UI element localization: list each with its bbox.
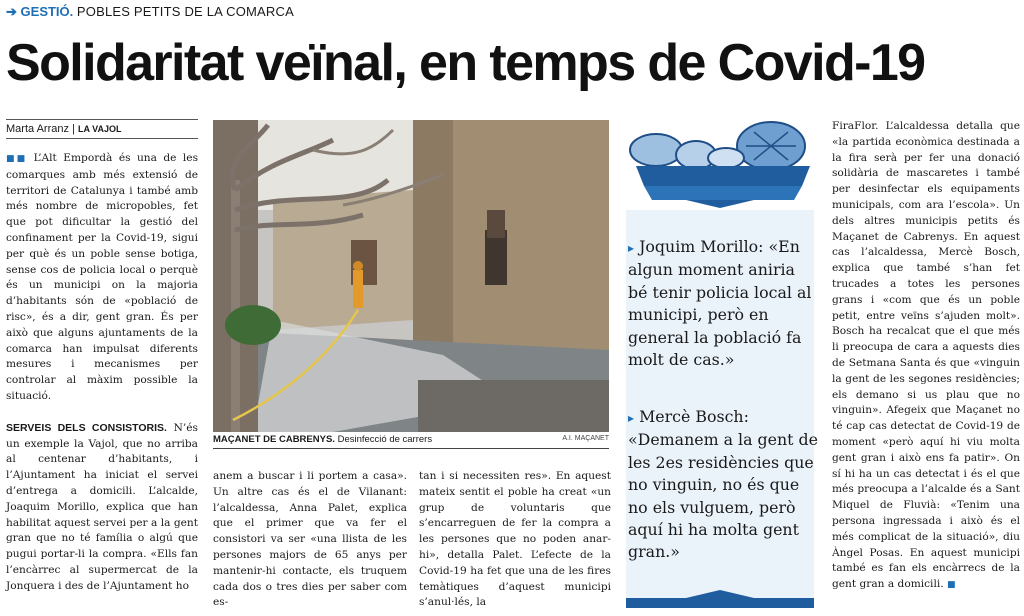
end-marker-icon: ■	[946, 580, 956, 591]
pull-quote-bosch: ▸ Mercè Bosch: «Demanem a la gent de les 2es residències que no vinguin, no és que no els vulguem, però aquí hi ha molta gent gran.»	[628, 407, 818, 562]
author-name: Marta Arranz	[6, 123, 69, 135]
article-column-3: tan i si necessiten res». En aquest mateix sentit el poble ha creat «un grup de voluntaris que s’encarreguen de fer la compra a les persones que no poden anar-hi», detalla Palet. L’efecte de la Covid-19 ha fet que una de les fires temàtiques d’aquest municipi s’anul·lés, la	[419, 470, 611, 609]
byline	[6, 119, 198, 139]
article-column-2: anem a buscar i li portem a casa». Un altre cas és el de Vilanant: l’alcaldessa, Anna Palet, explica que el primer que va fer el consistori va ser «una llista de les persones majors de 65 anys per mantenir-hi contacte, els truquem cada dos o tres dies per saber com es-	[213, 470, 407, 609]
triangle-marker-icon: ▸	[628, 241, 635, 255]
section-kicker	[6, 4, 294, 20]
lead-marker-icon: ■■	[6, 154, 28, 164]
street-photo	[213, 120, 609, 432]
photo-caption	[213, 434, 609, 445]
pull-quote-morillo: ▸ Joquim Morillo: «En algun moment aniria bé tenir policia local al municipi, però en general la població fa molt de cas.»	[628, 237, 812, 370]
box-bottom-decoration	[626, 590, 814, 608]
article-column-5: FiraFlor. L’alcaldessa detalla que «la partida econòmica destinada a la fira serà per fer una donació solidària de mascaretes i també per desinfectar els equipaments municipals, com ara l’escola». Un dels altres municipis petits és Maçanet de Cabrenys. En aquest cas l’alcaldessa, Mercè Bosch, explica que també s’han fet trucades a totes les persones grans i «com que és un poble petit, entre veïns s’ajuden molt». Bosch ha recalcat que el que més li preocupa de cara a aquests dies de Setmana Santa és que «vinguin la gent de les segones residències; els demano si us plau que no vinguin». Afegeix que Maçanet no té cap cas detectat de Covid-19 de moment «però aquí hi viu molta gent gran i això ens fa patir». On sí hi ha un cas detectat i és el que més preocupa a l’alcalde és a Sant Miquel de Fluvià: «Tenim una persona ingressada i això és el més complicat de la situació», diu Àngel Posas. En aquest municipi també es fan els encàrrecs de la gent gran a domicili. ■	[832, 120, 1020, 591]
subheading: SERVEIS DELS CONSISTORIS.	[6, 421, 167, 434]
arrow-right-icon: ➔	[6, 4, 17, 19]
section-label: GESTIÓ.	[20, 4, 74, 19]
subsection-label: POBLES PETITS DE LA COMARCA	[76, 4, 294, 19]
intro-paragraph: ■■ L’Alt Empordà és una de les comarques amb més extensió de territori de Catalunya i també amb més nombre de micropobles, fet que pot dificultar la gestió del confinament per la Covid-19, sigui per què és un poble sense botiga, sense cos de policia local o perquè és un municipi on la majoria d’habitants són de «població de risc», és a dir, gent gran. És per això que alguns ajuntaments de la comarca han impulsat diferents mesures i mecanismes per controlar al màxim possible la situació.	[6, 152, 199, 402]
byline-separator: |	[72, 123, 75, 135]
food-basket-illustration	[626, 120, 814, 210]
caption-text: Desinfecció de carrers	[334, 434, 433, 445]
headline: Solidaritat veïnal, en temps de Covid-19	[6, 34, 925, 92]
article-column-1	[6, 151, 198, 595]
byline-place: LA VAJOL	[77, 124, 122, 134]
caption-divider	[213, 448, 609, 449]
caption-place: MAÇANET DE CABRENYS.	[213, 434, 335, 445]
second-paragraph: SERVEIS DELS CONSISTORIS. N’és un exemple la Vajol, que no arriba al centenar d’habitants, i l’Ajuntament ha iniciat el servei d’entrega a domicili. L’alcalde, Joaquim Morillo, explica que han habilitat aquest servei per a la gent gran que no té família o algú que pugui portar-li la compra. «Ells fan l’encàrrec al supermercat de la Jonquera i des de l’Ajuntament ho	[6, 421, 198, 592]
triangle-marker-icon: ▸	[628, 411, 635, 425]
photo-credit: A.I. MAÇANET	[562, 435, 609, 442]
